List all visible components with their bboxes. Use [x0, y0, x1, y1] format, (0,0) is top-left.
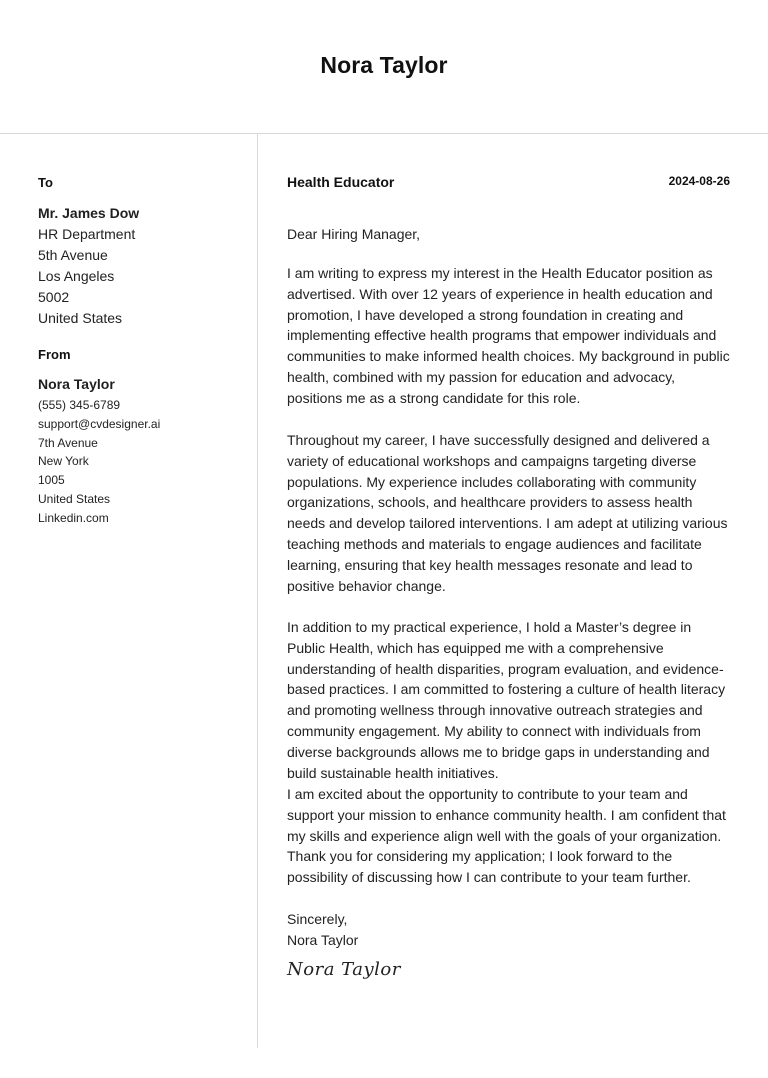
letter-topline: [287, 172, 730, 192]
recipient-street: 5th Avenue: [38, 247, 108, 263]
closing-block: [287, 909, 358, 951]
paragraph-3: In addition to my practical experience, I hold a Master’s degree in Public Health, which has equipped me with a comprehensive understanding of health disparities, program evaluation, and evidence-based practices. I am committed to fostering a culture of health literacy and promoting wellness through innovative outreach strategies and community engagement. My ability to connect with individuals from diverse backgrounds allows me to bridge gaps in understanding and build sustainable health initiatives.: [287, 619, 726, 781]
to-heading: To: [38, 175, 53, 190]
sender-street: 7th Avenue: [38, 435, 98, 450]
closing-salutation: Sincerely,: [287, 911, 348, 927]
paragraph-1: I am writing to express my interest in the Health Educator position as advertised. With over 12 years of experience in health education and promotion, I have developed a strong foundation in creating and implementing effective health programs that empower individuals and communities to make informed health choices. My background in public health, combined with my passion for education and advocacy, positions me as a strong candidate for this role.: [287, 265, 730, 406]
recipient-country: United States: [38, 310, 123, 326]
recipient-zip: 5002: [38, 289, 70, 305]
greeting: Dear Hiring Manager,: [287, 226, 421, 242]
sender-name-title: Nora Taylor: [320, 52, 448, 78]
recipient-block: [38, 203, 139, 329]
sender-block: [38, 375, 160, 528]
sender-website[interactable]: Linkedin.com: [38, 510, 109, 525]
closing-name: Nora Taylor: [287, 931, 359, 948]
letter-date: 2024-08-26: [668, 174, 730, 188]
sender-country: United States: [38, 491, 111, 506]
handwritten-signature: Nora Taylor: [287, 959, 401, 980]
letter-header: [0, 0, 768, 134]
from-heading: From: [38, 347, 71, 362]
column-divider: [257, 134, 258, 1048]
sender-email[interactable]: support@cvdesigner.ai: [38, 416, 161, 431]
sender-phone: (555) 345-6789: [38, 398, 121, 412]
recipient-city: Los Angeles: [38, 268, 115, 284]
paragraph-2: Throughout my career, I have successfully designed and delivered a variety of educational workshops and campaigns targeting diverse populations. My experience includes collaborating with community organizations, schools, and healthcare providers to assess health needs and develop tailored interventions. I am adept at utilizing various teaching methods and materials to engage audiences and facilitate learning, ensuring that key health messages resonate and lead to positive behavior change.: [287, 432, 728, 594]
recipient-department: HR Department: [38, 226, 136, 242]
sender-zip: 1005: [38, 473, 65, 488]
sender-city: New York: [38, 454, 89, 469]
paragraph-4: I am excited about the opportunity to contribute to your team and support your mission to enhance community health. I am confident that my skills and experience align well with the goals of your organization. Thank you for considering my application; I look forward to the possibility of discussing how I can contribute to your team further.: [287, 786, 726, 886]
sender-name: Nora Taylor: [38, 376, 115, 392]
position-title: Health Educator: [287, 174, 395, 190]
letter-body: [287, 172, 730, 980]
recipient-name: Mr. James Dow: [38, 205, 140, 221]
